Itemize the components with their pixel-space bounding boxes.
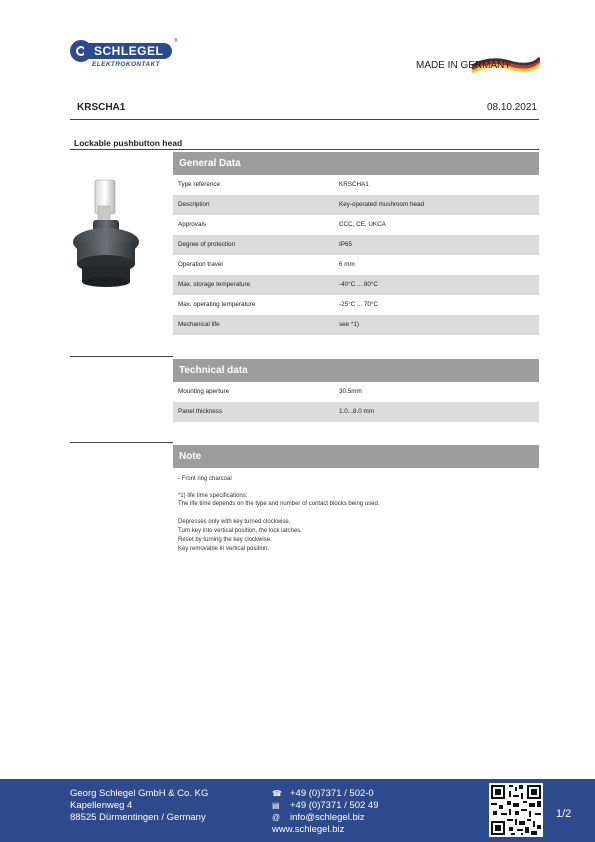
section-divider bbox=[70, 356, 173, 357]
contact-info bbox=[272, 788, 378, 836]
phone-icon: ☎ bbox=[272, 789, 282, 798]
phone-number: +49 (0)7371 / 502-0 bbox=[290, 788, 374, 799]
note-line: *1) life time specifications: bbox=[178, 493, 248, 499]
website-link[interactable]: www.schlegel.biz bbox=[272, 824, 345, 835]
note-line: Key removable in vertical position. bbox=[178, 546, 270, 552]
note-line: Depresses only with key turned clockwise. bbox=[178, 519, 291, 525]
header-divider bbox=[70, 119, 539, 120]
table-row: Approvals CCC, CE, UKCA bbox=[178, 221, 386, 228]
schlegel-logo bbox=[70, 37, 180, 73]
note-line: Reset by turning the key clockwise. bbox=[178, 537, 272, 543]
technical-data-heading: Technical data bbox=[173, 359, 539, 382]
general-data-heading: General Data bbox=[173, 152, 539, 175]
table-row: Degree of protection IP65 bbox=[173, 235, 539, 255]
table-row: Max. operating temperature -25°C ... 70°C bbox=[178, 301, 378, 308]
company-address bbox=[70, 788, 208, 824]
logo-subtitle: ELEKTROKONTAKT bbox=[92, 61, 160, 68]
qr-code bbox=[489, 783, 543, 837]
made-in-label: MADE IN GERMANY bbox=[416, 60, 512, 71]
fax-number: +49 (0)7371 / 502 49 bbox=[290, 800, 379, 811]
registered-mark: ® bbox=[174, 38, 178, 44]
table-row: Panel thickness 1.0...8.0 mm bbox=[173, 402, 539, 422]
product-title: Lockable pushbutton head bbox=[74, 138, 183, 148]
document-date: 08.10.2021 bbox=[486, 102, 537, 113]
product-id: KRSCHA1 bbox=[77, 102, 126, 113]
company-name: Georg Schlegel GmbH & Co. KG bbox=[70, 788, 209, 799]
table-row: Mechanical life see *1) bbox=[173, 315, 539, 335]
email-icon: @ bbox=[272, 813, 281, 822]
table-row: Description Key-operated mushroom head bbox=[173, 195, 539, 215]
product-image bbox=[70, 176, 142, 288]
logo-wordmark: SCHLEGEL bbox=[84, 43, 172, 59]
table-row: Type reference KRSCHA1 bbox=[178, 181, 369, 188]
footer bbox=[0, 779, 595, 842]
email-link[interactable]: info@schlegel.biz bbox=[290, 812, 365, 823]
note-line: - Front ring charcoal bbox=[178, 476, 232, 482]
page-number: 1/2 bbox=[556, 808, 572, 820]
fax-icon: ▤ bbox=[272, 801, 280, 810]
street: Kapellenweg 4 bbox=[70, 800, 133, 811]
table-row: Max. storage temperature -40°C ... 80°C bbox=[173, 275, 539, 295]
title-divider bbox=[70, 149, 539, 150]
note-line: Turn key into vertical position, the lock latches. bbox=[178, 528, 302, 534]
note-heading: Note bbox=[173, 445, 539, 468]
section-divider bbox=[70, 442, 173, 443]
table-row: Operation travel 6 mm bbox=[178, 261, 355, 268]
city: 88525 Dürmentingen / Germany bbox=[70, 812, 206, 823]
note-line: The life time depends on the type and number of contact blocks being used. bbox=[178, 501, 380, 507]
table-row: Mounting aperture 30.5mm bbox=[178, 388, 362, 395]
